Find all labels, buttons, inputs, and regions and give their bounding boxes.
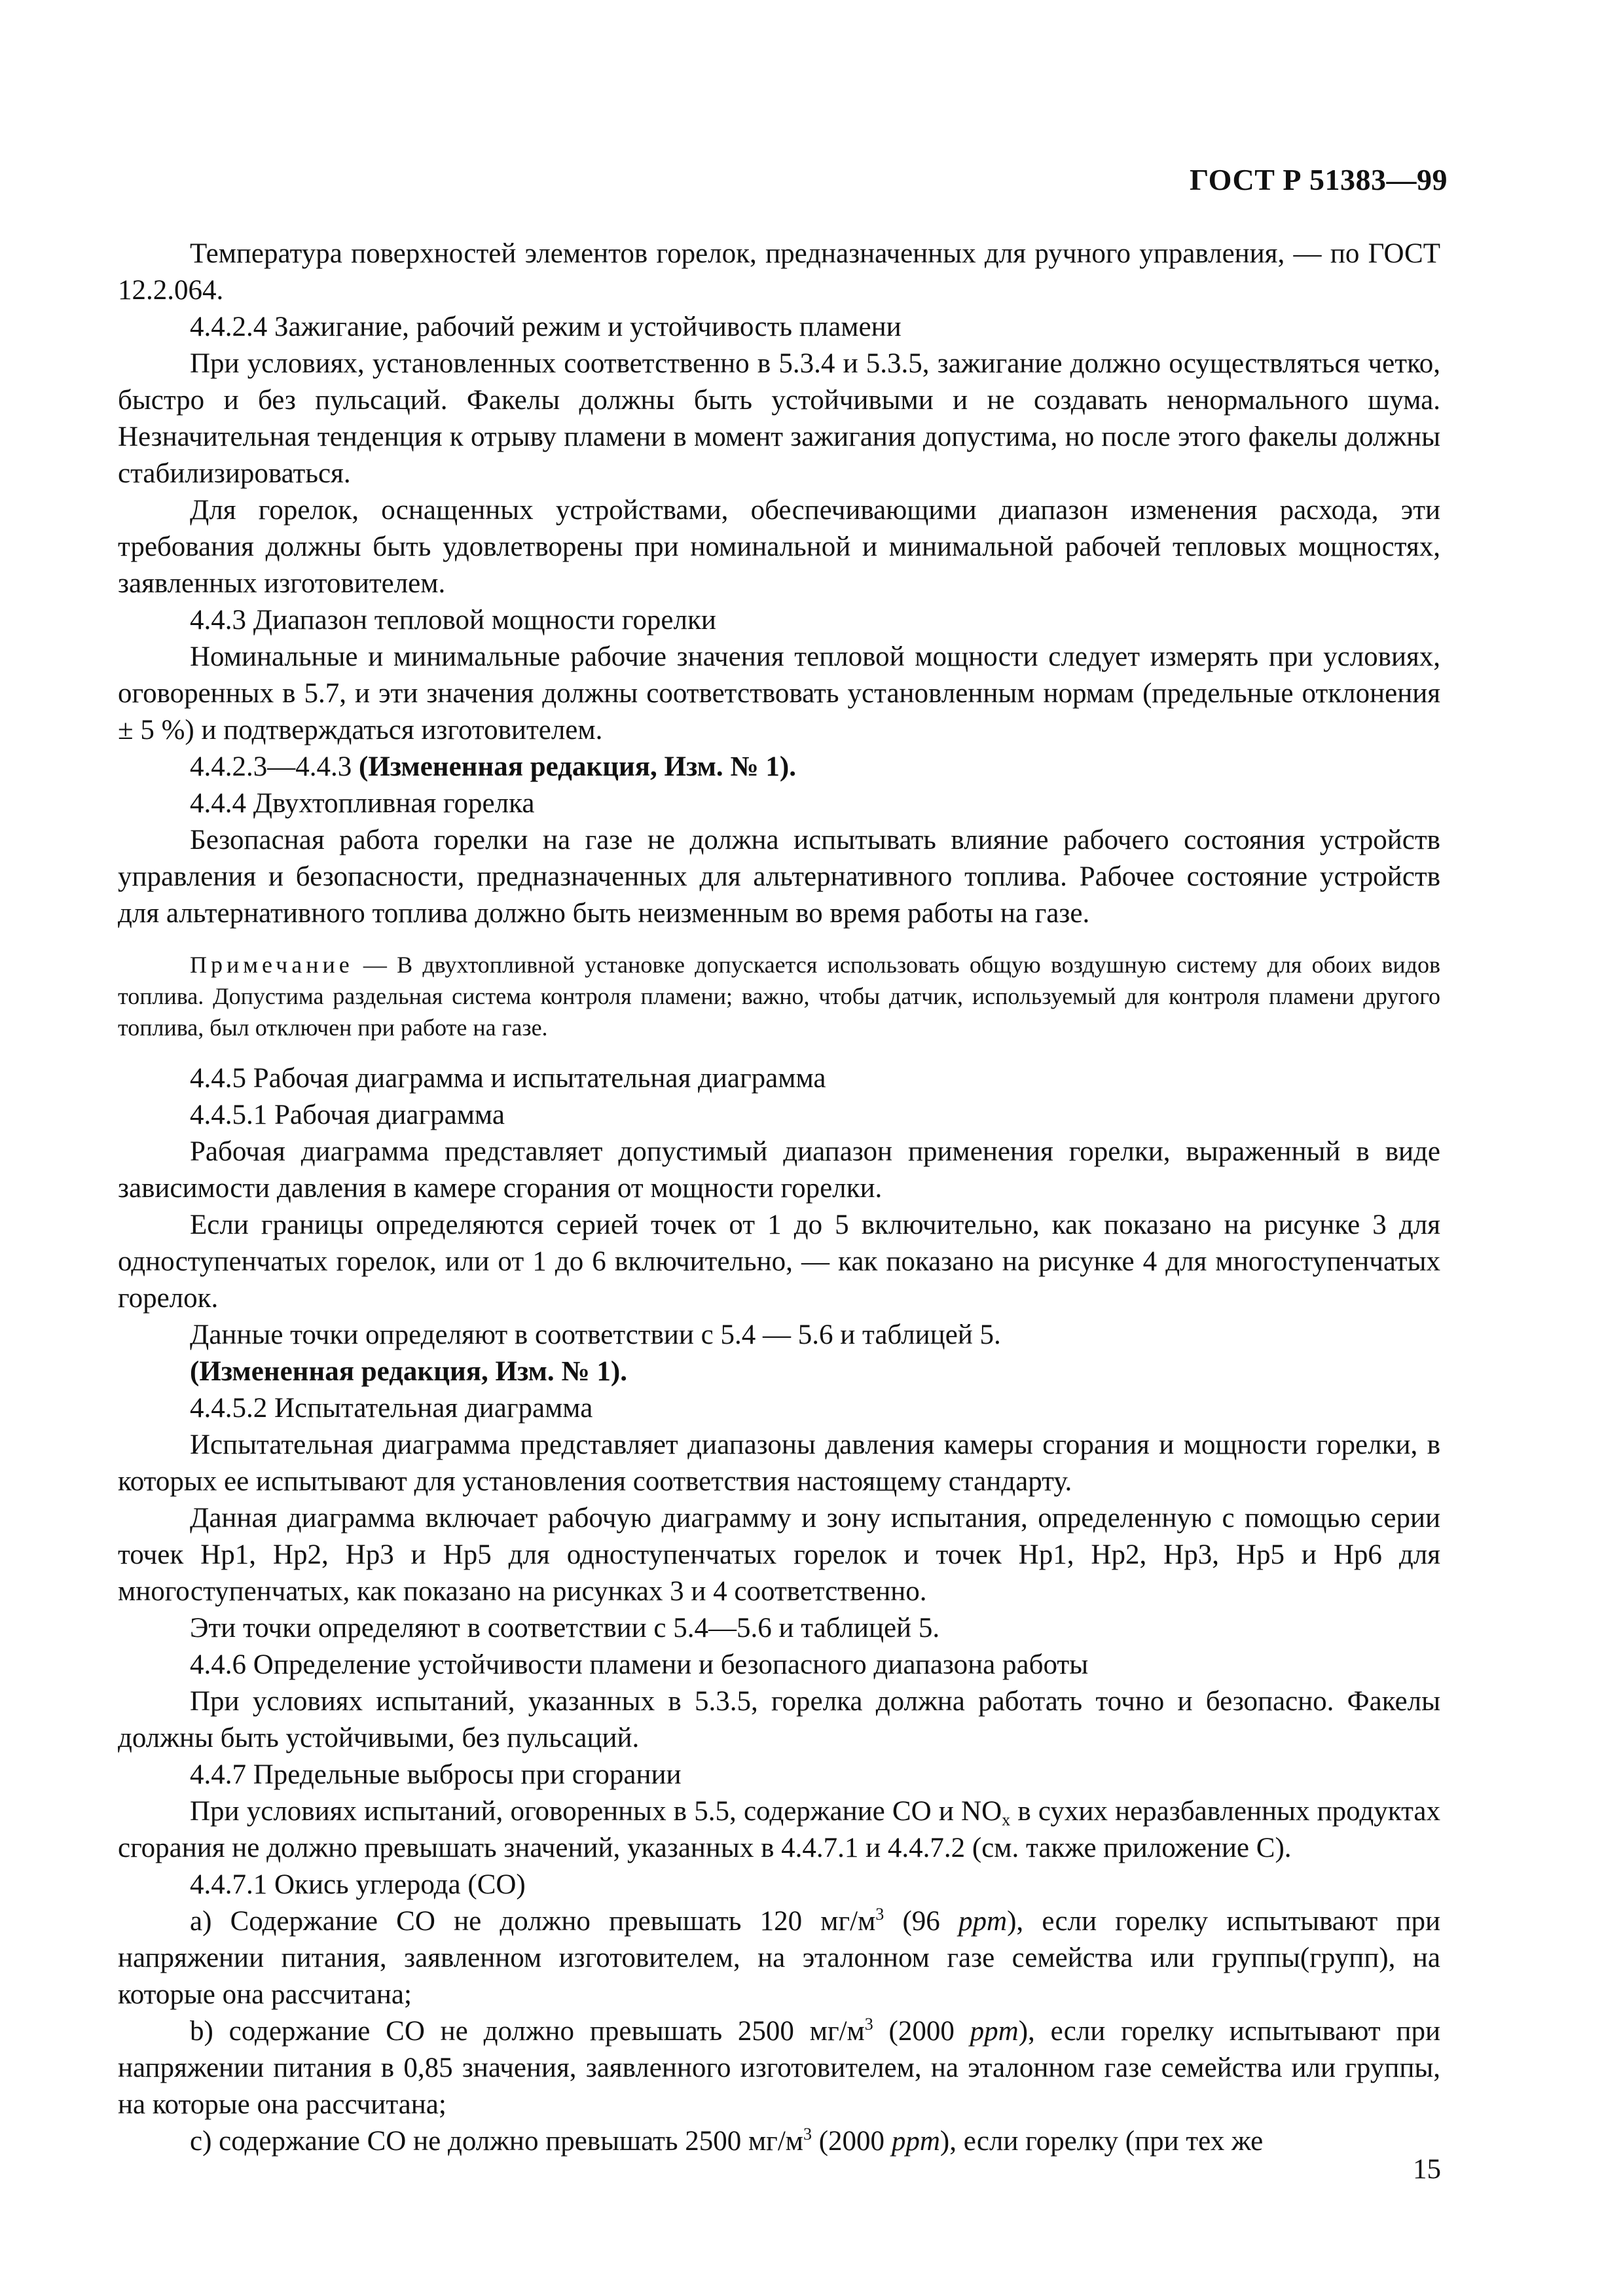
- text-run: При условиях испытаний, оговоренных в 5.5, содержание СО и NO: [190, 1796, 1002, 1827]
- section-heading: 4.4.3 Диапазон тепловой мощности горелки: [190, 605, 716, 636]
- paragraph: При условиях, установленных соответственно в 5.3.4 и 5.3.5, зажигание должно осуществляться четко, быстро и без пульсаций. Факелы должны быть устойчивыми и не создавать ненормального шума. Незначительная тенденция к отрыву пламени в момент зажигания допустима, но после этого факелы должны стабилизироваться.: [118, 348, 1440, 489]
- section-heading: 4.4.5 Рабочая диаграмма и испытательная диаграмма: [190, 1063, 826, 1094]
- section-heading: 4.4.4 Двухтопливная горелка: [190, 788, 535, 819]
- amendment-line: [118, 749, 1440, 785]
- section-heading: 4.4.5.2 Испытательная диаграмма: [190, 1393, 593, 1424]
- superscript: 3: [875, 1905, 884, 1924]
- note-block: [118, 949, 1440, 1043]
- text-run: ), если горелку (при тех же: [939, 2126, 1264, 2157]
- paragraph: При условиях испытаний, указанных в 5.3.5, горелка должна работать точно и безопасно. Факелы должны быть устойчивыми, без пульсаций.: [118, 1686, 1440, 1753]
- subscript: x: [1002, 1810, 1011, 1829]
- document-code-header: ГОСТ Р 51383—99: [1190, 163, 1448, 196]
- paragraph: [118, 1793, 1440, 1867]
- superscript: 3: [803, 2125, 812, 2144]
- note-label: Примечание: [190, 952, 354, 978]
- paragraph: Данная диаграмма включает рабочую диаграмму и зону испытания, определенную с помощью серии точек Нр1, Нр2, Нр3 и Нр5 для одноступенчатых горелок и точек Нр1, Нр2, Нр3, Нр5 и Нр6 для многоступенчатых, как показано на рисунках 3 и 4 соответственно.: [118, 1503, 1440, 1607]
- list-item: [118, 1903, 1440, 2013]
- amendment-note: (Измененная редакция, Изм. № 1).: [190, 1356, 627, 1387]
- text-run: в сухих неразбавленных продуктах сгорания не должно превышать значений, указанных в 4.4.7.1 и 4.4.7.2 (см. также приложение С).: [118, 1796, 1440, 1863]
- paragraph: Для горелок, оснащенных устройствами, обеспечивающими диапазон изменения расхода, эти требования должны быть удовлетворены при номинальной и минимальной рабочей тепловых мощностях, заявленных изготовителем.: [118, 495, 1440, 599]
- paragraph: Испытательная диаграмма представляет диапазоны давления камеры сгорания и мощности горелки, в которых ее испытывают для установления соответствия настоящему стандарту.: [118, 1429, 1440, 1497]
- paragraph: Температура поверхностей элементов горелок, предназначенных для ручного управления, — по ГОСТ 12.2.064.: [118, 238, 1440, 306]
- text-run: (96: [884, 1906, 959, 1937]
- note-text: — В двухтопливной установке допускается использовать общую воздушную систему для обоих видов топлива. Допустима раздельная система контроля пламени; важно, чтобы датчик, используемый для контроля пламени другого топлива, был отключен при работе на газе.: [118, 952, 1440, 1041]
- amendment-ref: 4.4.2.3—4.4.3: [190, 751, 352, 782]
- list-item: [118, 2013, 1440, 2123]
- amendment-note: (Измененная редакция, Изм. № 1).: [359, 751, 796, 782]
- section-heading: 4.4.5.1 Рабочая диаграмма: [190, 1100, 505, 1130]
- list-item: [118, 2123, 1440, 2160]
- text-run: ), если горелку испытывают при напряжении питания, заявленном изготовителем, на эталонном газе семейства или группы(групп), на которые она рассчитана;: [118, 1906, 1440, 2010]
- paragraph: Эти точки определяют в соответствии с 5.4—5.6 и таблицей 5.: [190, 1613, 940, 1643]
- text-run: (2000: [811, 2126, 892, 2157]
- superscript: 3: [864, 2015, 873, 2034]
- section-heading: 4.4.7 Предельные выбросы при сгорании: [190, 1759, 682, 1790]
- italic-unit: ppm: [970, 2016, 1019, 2047]
- text-run: с) содержание СО не должно превышать 2500 мг/м: [190, 2126, 803, 2157]
- italic-unit: ppm: [958, 1906, 1008, 1937]
- section-heading: 4.4.2.4 Зажигание, рабочий режим и устойчивость пламени: [190, 312, 902, 342]
- document-body: [118, 236, 1440, 2160]
- section-heading: 4.4.7.1 Окись углерода (СО): [190, 1869, 526, 1900]
- text-run: b) содержание СО не должно превышать 2500 мг/м: [190, 2016, 865, 2047]
- italic-unit: ppm: [891, 2126, 940, 2157]
- text-run: (2000: [873, 2016, 970, 2047]
- paragraph: Рабочая диаграмма представляет допустимый диапазон применения горелки, выраженный в виде зависимости давления в камере сгорания от мощности горелки.: [118, 1136, 1440, 1204]
- paragraph: Данные точки определяют в соответствии с 5.4 — 5.6 и таблицей 5.: [190, 1319, 1001, 1350]
- page-number: 15: [1413, 2154, 1441, 2185]
- paragraph: Безопасная работа горелки на газе не должна испытывать влияние рабочего состояния устройств управления и безопасности, предназначенных для альтернативного топлива. Рабочее состояние устройств для альтернативного топлива должно быть неизменным во время работы на газе.: [118, 825, 1440, 929]
- paragraph: Если границы определяются серией точек от 1 до 5 включительно, как показано на рисунке 3 для одноступенчатых горелок, или от 1 до 6 включительно, — как показано на рисунке 4 для многоступенчатых горелок.: [118, 1210, 1440, 1314]
- section-heading: 4.4.6 Определение устойчивости пламени и безопасного диапазона работы: [190, 1649, 1089, 1680]
- paragraph: Номинальные и минимальные рабочие значения тепловой мощности следует измерять при условиях, оговоренных в 5.7, и эти значения должны соответствовать установленным нормам (предельные отклонения ± 5 %) и подтверждаться изготовителем.: [118, 641, 1440, 745]
- text-run: а) Содержание СО не должно превышать 120 мг/м: [190, 1906, 876, 1937]
- text-run: ), если горелку испытывают при напряжении питания в 0,85 значения, заявленного изготовителем, на эталонном газе семейства или группы, на которые она рассчитана;: [118, 2016, 1440, 2120]
